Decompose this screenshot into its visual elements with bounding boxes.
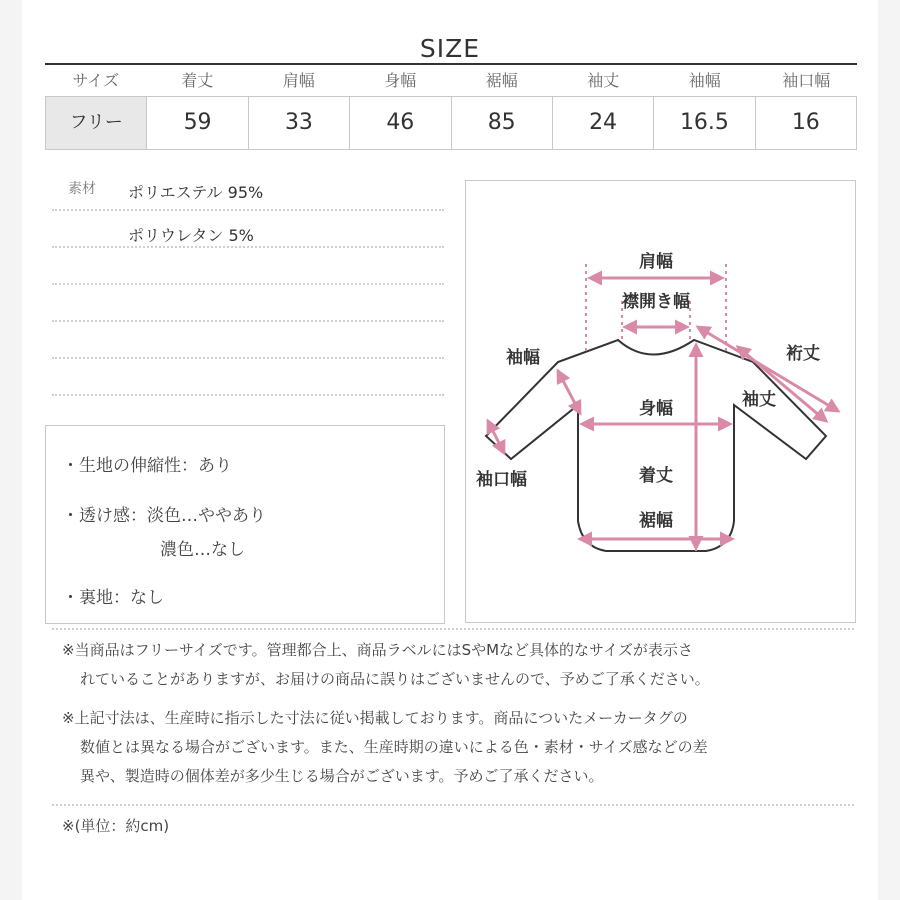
label-length: 着丈: [639, 466, 673, 486]
size-table-row: [45, 96, 857, 150]
size-table-header: [45, 66, 857, 96]
label-neck: 襟開き幅: [622, 292, 690, 312]
label-yuki: 裄丈: [786, 344, 820, 364]
feature-lining: ・裏地：なし: [62, 588, 164, 608]
feature-sheerness-dark: 濃色…なし: [160, 540, 245, 560]
label-body-width: 身幅: [639, 399, 673, 419]
dotted-divider: [52, 357, 444, 359]
dotted-divider: [52, 804, 854, 806]
header-length: 着丈: [181, 71, 214, 90]
cell-body-width: 46: [349, 97, 450, 149]
dotted-divider: [52, 394, 444, 396]
cell-hem: 85: [451, 97, 552, 149]
material-line-1: ポリエステル 95%: [128, 183, 264, 202]
header-size: サイズ: [72, 71, 120, 90]
label-sleeve-width: 袖幅: [506, 348, 540, 368]
cell-length: 59: [146, 97, 247, 149]
header-shoulder: 肩幅: [282, 71, 315, 90]
cell-shoulder: 33: [248, 97, 349, 149]
garment-diagram-svg: [466, 181, 855, 622]
note-line: ※上記寸法は、生産時に指示した寸法に従い掲載しております。商品についたメーカータグの: [62, 709, 688, 727]
cell-sleeve-width: 16.5: [653, 97, 754, 149]
note-line: 異や、製造時の個体差が多少生じる場合がございます。予めご了承ください。: [80, 767, 604, 785]
unit-note: ※(単位：約cm): [62, 817, 170, 835]
label-sleeve-length: 袖丈: [742, 390, 776, 410]
header-sleeve-length: 袖丈: [587, 71, 620, 90]
note-line: れていることがありますが、お届けの商品に誤りはございませんので、予めご了承ください。: [80, 670, 710, 688]
dotted-divider: [52, 246, 444, 248]
material-label: 素材: [68, 181, 96, 197]
sleeve-width-arrow: [558, 371, 580, 413]
title-rule: [45, 63, 857, 65]
feature-sheerness: ・透け感：淡色…ややあり: [62, 506, 266, 526]
label-cuff: 袖口幅: [476, 470, 527, 490]
dotted-divider: [52, 320, 444, 322]
cell-cuff: 16: [755, 97, 856, 149]
label-hem: 裾幅: [639, 511, 673, 531]
cell-size: フリー: [46, 97, 146, 149]
label-shoulder: 肩幅: [639, 252, 673, 272]
feature-stretch: ・生地の伸縮性：あり: [62, 456, 232, 476]
header-cuff: 袖口幅: [782, 71, 831, 90]
dotted-divider: [52, 628, 854, 630]
dotted-divider: [52, 209, 444, 211]
header-body-width: 身幅: [384, 71, 417, 90]
dotted-divider: [52, 283, 444, 285]
note-line: ※当商品はフリーサイズです。管理都合上、商品ラベルにはSやMなど具体的なサイズが表示さ: [62, 641, 693, 659]
note-line: 数値とは異なる場合がございます。また、生産時期の違いによる色・素材・サイズ感などの差: [80, 738, 708, 756]
measurement-diagram: [465, 180, 856, 623]
page-title: SIZE: [419, 34, 481, 63]
header-sleeve-width: 袖幅: [688, 71, 721, 90]
note-free-size: [62, 636, 862, 694]
header-hem: 裾幅: [485, 71, 518, 90]
note-measurements: [62, 704, 862, 791]
cell-sleeve-length: 24: [552, 97, 653, 149]
material-line-2: ポリウレタン 5%: [128, 226, 254, 245]
